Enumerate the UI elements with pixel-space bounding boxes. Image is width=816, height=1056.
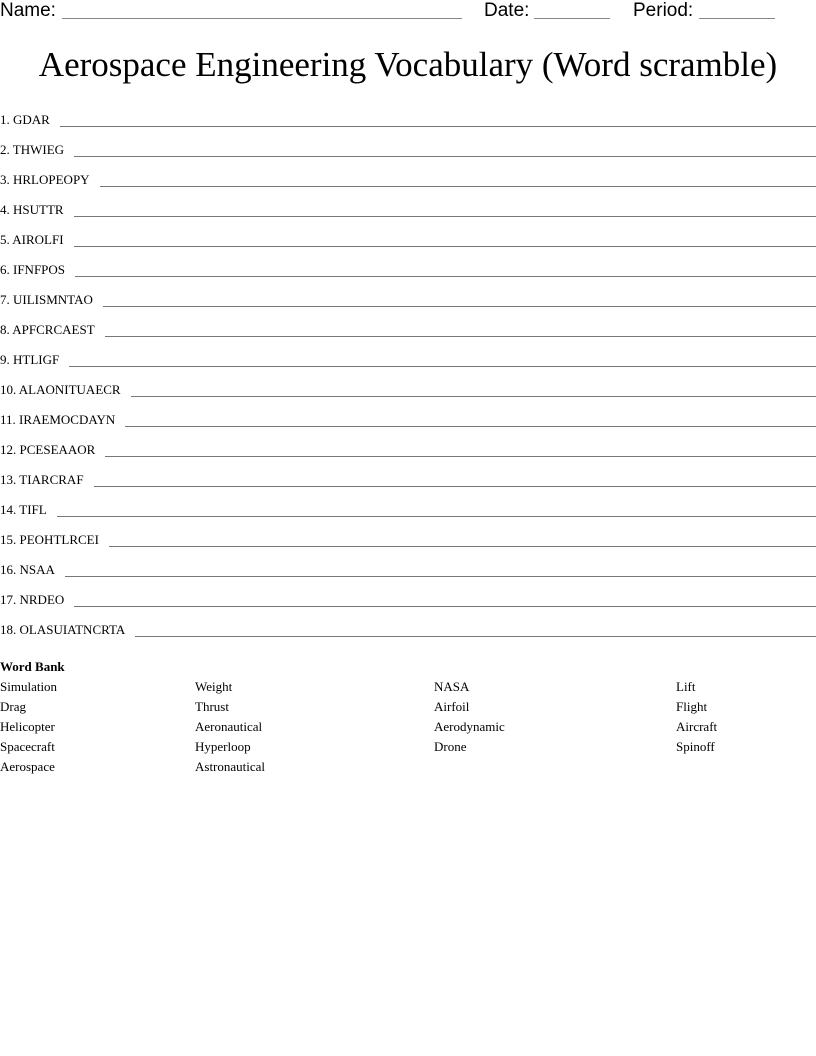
scramble-item [0,350,816,380]
word-bank-word: Airfoil [434,699,470,714]
date-field[interactable] [534,18,610,19]
scramble-item [0,530,816,560]
period-field[interactable] [699,18,775,19]
answer-line[interactable] [105,320,816,337]
name-field[interactable] [62,18,462,19]
word-bank-title: Word Bank [0,659,65,674]
answer-line[interactable] [105,440,816,457]
date-label: Date: [484,0,530,21]
answer-line[interactable] [65,560,816,577]
word-bank-word: Lift [676,679,696,694]
word-bank-word: Helicopter [0,719,55,734]
word-bank-word: Aerospace [0,759,55,774]
scramble-list [0,110,816,650]
scrambled-word: 12. PCESEAAOR [0,442,96,457]
scrambled-word: 15. PEOHTLRCEI [0,532,99,547]
scrambled-word: 9. HTLIGF [0,352,60,367]
scrambled-word: 10. ALAONITUAECR [0,382,121,397]
word-bank-word: Drag [0,699,26,714]
scrambled-word: 11. IRAEMOCDAYN [0,412,116,427]
scramble-item [0,410,816,440]
word-bank-word: Spinoff [676,739,715,754]
scrambled-word: 3. HRLOPEOPY [0,172,90,187]
word-bank-word: Aircraft [676,719,718,734]
scrambled-word: 7. UILISMNTAO [0,292,93,307]
page-title: Aerospace Engineering Vocabulary (Word scramble) [38,45,778,84]
scrambled-word: 1. GDAR [0,112,50,127]
scramble-item [0,260,816,290]
word-bank-word: Aerodynamic [434,719,505,734]
scramble-item [0,590,816,620]
word-bank-grid [0,677,816,777]
answer-line[interactable] [74,200,816,217]
answer-line[interactable] [57,500,816,517]
period-label: Period: [633,0,694,21]
word-bank-word: Drone [434,739,467,754]
scramble-item [0,110,816,140]
answer-line[interactable] [109,530,816,547]
word-bank-word: Hyperloop [195,739,251,754]
scrambled-word: 5. AIROLFI [0,232,64,247]
scrambled-word: 8. APFCRCAEST [0,322,95,337]
scramble-item [0,320,816,350]
scramble-item [0,500,816,530]
scrambled-word: 2. THWIEG [0,142,65,157]
scrambled-word: 6. IFNFPOS [0,262,66,277]
scrambled-word: 17. NRDEO [0,592,65,607]
scramble-item [0,290,816,320]
scrambled-word: 13. TIARCRAF [0,472,84,487]
word-bank-word: Weight [195,679,233,694]
scramble-item [0,200,816,230]
answer-line[interactable] [131,380,816,397]
scrambled-word: 14. TIFL [0,502,47,517]
scramble-item [0,470,816,500]
answer-line[interactable] [74,590,816,607]
scramble-item [0,440,816,470]
answer-line[interactable] [75,260,816,277]
word-bank-word: Aeronautical [195,719,263,734]
answer-line[interactable] [74,230,816,247]
scramble-item [0,170,816,200]
scramble-item [0,140,816,170]
word-bank [0,658,816,777]
word-bank-word: Simulation [0,679,58,694]
answer-line[interactable] [74,140,816,157]
scrambled-word: 18. OLASUIATNCRTA [0,622,126,637]
word-bank-word: NASA [434,679,470,694]
word-bank-word: Thrust [195,699,229,714]
scramble-item [0,560,816,590]
scrambled-word: 16. NSAA [0,562,55,577]
header-row [0,0,816,22]
word-bank-word: Spacecraft [0,739,55,754]
answer-line[interactable] [69,350,816,367]
scramble-item [0,620,816,650]
word-bank-word: Flight [676,699,708,714]
scrambled-word: 4. HSUTTR [0,202,64,217]
answer-line[interactable] [100,170,816,187]
answer-line[interactable] [94,470,816,487]
scramble-item [0,230,816,260]
word-bank-word: Astronautical [195,759,266,774]
answer-line[interactable] [125,410,816,427]
name-label: Name: [0,0,56,21]
scramble-item [0,380,816,410]
answer-line[interactable] [60,110,816,127]
answer-line[interactable] [135,620,816,637]
answer-line[interactable] [103,290,816,307]
